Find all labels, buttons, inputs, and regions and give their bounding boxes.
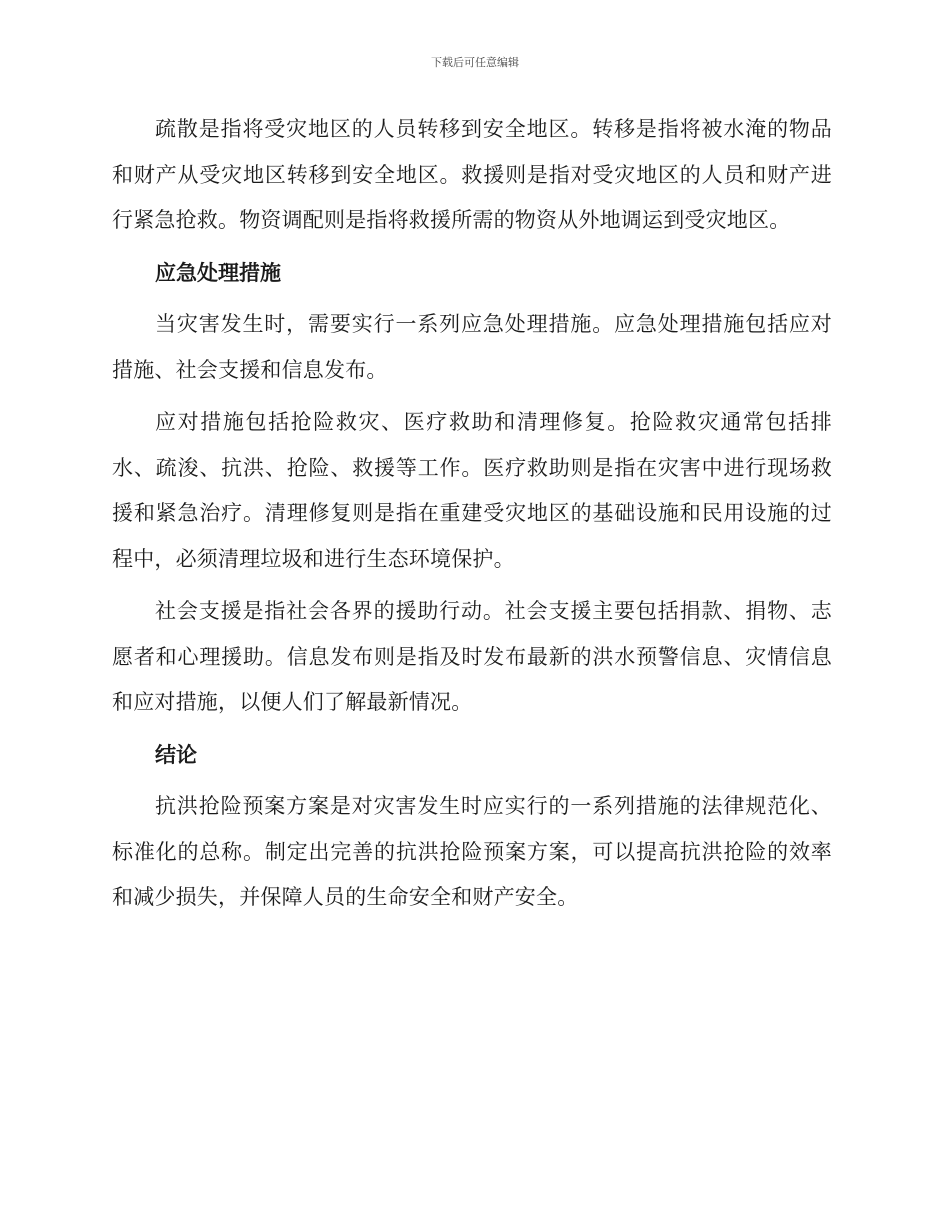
page-header-note: 下载后可任意编辑	[431, 56, 519, 69]
paragraph-social-support: 社会支援是指社会各界的援助行动。社会支援主要包括捐款、捐物、志愿者和心理援助。信息发布则是指及时发布最新的洪水预警信息、灾情信息和应对措施，以便人们了解最新情况。	[112, 599, 832, 714]
heading-conclusion: 结论	[155, 742, 197, 767]
paragraph-emergency-intro: 当灾害发生时，需要实行一系列应急处理措施。应急处理措施包括应对措施、社会支援和信息发布。	[112, 312, 832, 382]
paragraph-evacuation: 疏散是指将受灾地区的人员转移到安全地区。转移是指将被水淹的物品和财产从受灾地区转移到安全地区。救援则是指对受灾地区的人员和财产进行紧急抢救。物资调配则是指将救援所需的物资从外地调运到受灾地区。	[112, 117, 832, 232]
document-body	[112, 107, 832, 928]
paragraph-response-measures: 应对措施包括抢险救灾、医疗救助和清理修复。抢险救灾通常包括排水、疏浚、抗洪、抢险、救援等工作。医疗救助则是指在灾害中进行现场救援和紧急治疗。清理修复则是指在重建受灾地区的基础设施和民用设施的过程中，必须清理垃圾和进行生态环境保护。	[112, 410, 832, 571]
paragraph-conclusion: 抗洪抢险预案方案是对灾害发生时应实行的一系列措施的法律规范化、标准化的总称。制定出完善的抗洪抢险预案方案，可以提高抗洪抢险的效率和减少损失，并保障人员的生命安全和财产安全。	[112, 794, 832, 909]
heading-emergency-measures: 应急处理措施	[155, 260, 281, 285]
